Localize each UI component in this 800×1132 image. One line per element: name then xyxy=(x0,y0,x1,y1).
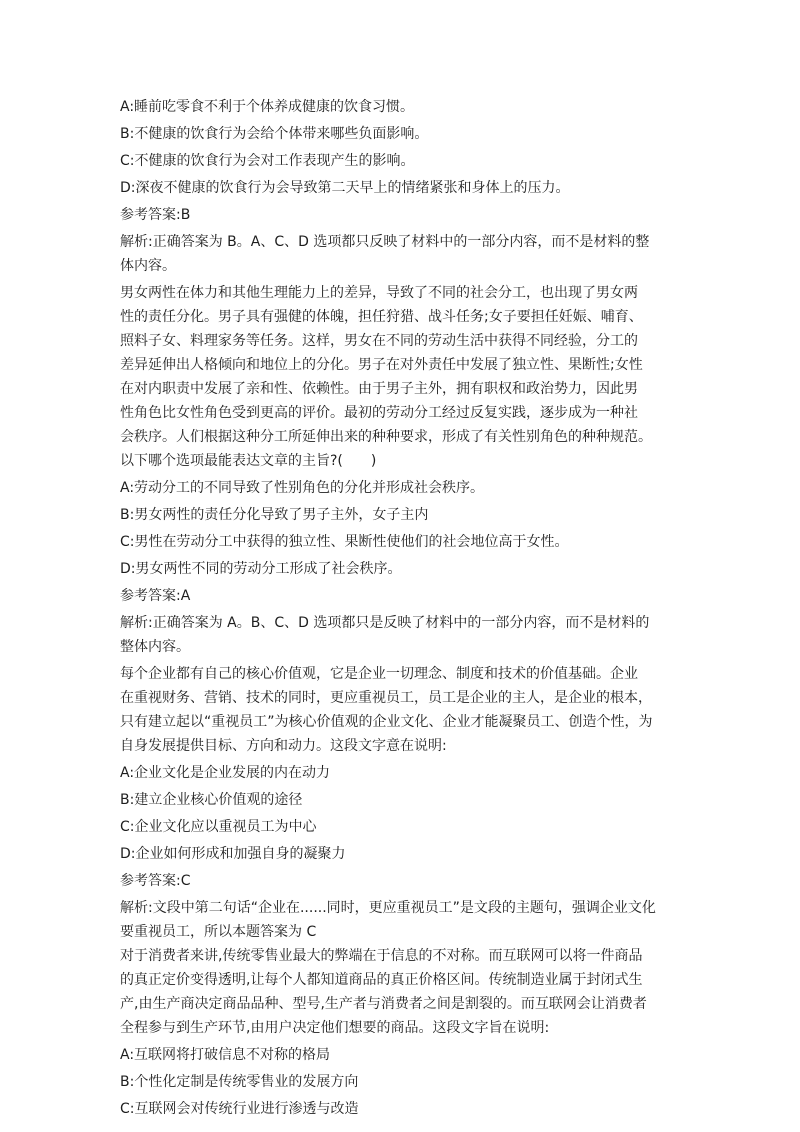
analysis xyxy=(120,611,682,659)
question-prompt: 自身发展提供目标、方向和动力。这段文字意在说明: xyxy=(120,738,447,754)
passage-line: 产,由生产商决定商品品种、型号,生产者与消费者之间是割裂的。而互联网会让消费者 xyxy=(120,996,647,1012)
option-b: B:不健康的饮食行为会给个体带来哪些负面影响。 xyxy=(120,126,429,142)
option-a: A:睡前吃零食不利于个体养成健康的饮食习惯。 xyxy=(120,99,415,115)
option-c: C:男性在劳动分工中获得的独立性、果断性使他们的社会地位高于女性。 xyxy=(120,534,569,550)
option-d: D:深夜不健康的饮食行为会导致第二天早上的情绪紧张和身体上的压力。 xyxy=(120,180,570,196)
question-prompt: 以下哪个选项最能表达文章的主旨?( ) xyxy=(120,453,377,469)
passage-line: 性的责任分化。男子具有强健的体魄，担任狩猎、战斗任务;女子要担任妊娠、哺育、 xyxy=(120,309,643,325)
option-a: A:劳动分工的不同导致了性别角色的分化并形成社会秩序。 xyxy=(120,480,485,496)
answer: 参考答案:A xyxy=(120,588,191,604)
passage-line: 男女两性在体力和其他生理能力上的差异，导致了不同的社会分工，也出现了男女两 xyxy=(120,285,638,301)
passage-line: 只有建立起以“重视员工”为核心价值观的企业文化、企业才能凝聚员工、创造个性，为 xyxy=(120,714,653,730)
question-prompt: 全程参与到生产环节,由用户决定他们想要的商品。这段文字旨在说明: xyxy=(120,1020,550,1036)
analysis-line: 解析:文段中第二句话“企业在......同时，更应重视员工”是文段的主题句，强调企业文化 xyxy=(120,900,656,916)
option-b: B:个性化定制是传统零售业的发展方向 xyxy=(120,1074,359,1090)
analysis-line: 要重视员工，所以本题答案为 C xyxy=(120,924,317,940)
option-c: C:互联网会对传统行业进行渗透与改造 xyxy=(120,1101,359,1117)
answer: 参考答案:B xyxy=(120,207,191,223)
answer: 参考答案:C xyxy=(120,873,191,889)
question-3 xyxy=(120,662,682,944)
question-2 xyxy=(120,281,682,659)
analysis xyxy=(120,230,682,278)
passage-line: 照料子女、料理家务等任务。这样，男女在不同的劳动生活中获得不同经验，分工的 xyxy=(120,333,638,349)
option-a: A:互联网将打破信息不对称的格局 xyxy=(120,1047,331,1063)
analysis xyxy=(120,896,682,944)
option-a: A:企业文化是企业发展的内在动力 xyxy=(120,765,331,781)
analysis-line: 整体内容。 xyxy=(120,639,190,655)
passage-line: 在重视财务、营销、技术的同时，更应重视员工，员工是企业的主人，是企业的根本， xyxy=(120,690,652,706)
option-c: C:不健康的饮食行为会对工作表现产生的影响。 xyxy=(120,153,415,169)
question-4 xyxy=(120,944,682,1121)
option-b: B:男女两性的责任分化导致了男子主外，女子主内 xyxy=(120,507,429,523)
passage xyxy=(120,944,682,1040)
passage-line: 的真正定价变得透明,让每个人都知道商品的真正价格区间。传统制造业属于封闭式生 xyxy=(120,972,643,988)
document-page xyxy=(120,92,682,1121)
passage xyxy=(120,662,682,758)
passage-line: 在对内职责中发展了亲和性、依赖性。由于男子主外，拥有职权和政治势力，因此男 xyxy=(120,381,638,397)
analysis-line: 体内容。 xyxy=(120,258,176,274)
passage-line: 性角色比女性角色受到更高的评价。最初的劳动分工经过反复实践，逐步成为一种社 xyxy=(120,405,638,421)
question-1 xyxy=(120,95,682,278)
option-d: D:男女两性不同的劳动分工形成了社会秩序。 xyxy=(120,561,402,577)
analysis-line: 解析:正确答案为 A。B、C、D 选项都只是反映了材料中的一部分内容，而不是材料的 xyxy=(120,615,650,631)
passage-line: 差异延伸出人格倾向和地位上的分化。男子在对外责任中发展了独立性、果断性;女性 xyxy=(120,357,643,373)
option-c: C:企业文化应以重视员工为中心 xyxy=(120,819,317,835)
analysis-line: 解析:正确答案为 B。A、C、D 选项都只反映了材料中的一部分内容，而不是材料的整 xyxy=(120,234,650,250)
passage-line: 对于消费者来讲,传统零售业最大的弊端在于信息的不对称。而互联网可以将一件商品 xyxy=(120,948,643,964)
option-d: D:企业如何形成和加强自身的凝聚力 xyxy=(120,846,346,862)
passage-line: 每个企业都有自己的核心价值观，它是企业一切理念、制度和技术的价值基础。企业 xyxy=(120,666,638,682)
passage-line: 会秩序。人们根据这种分工所延伸出来的种种要求，形成了有关性别角色的种种规范。 xyxy=(120,429,652,445)
option-b: B:建立企业核心价值观的途径 xyxy=(120,792,303,808)
passage xyxy=(120,281,682,473)
